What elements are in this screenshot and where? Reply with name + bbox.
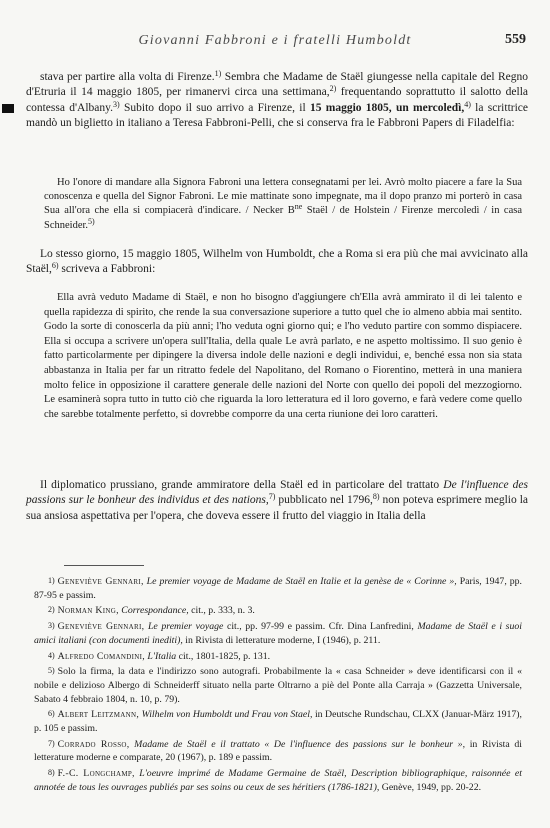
quote2-text: Ella avrà veduto Madame di Staël, e non ho bisogno d'aggiungere ch'Ella avrà ammirato il di lei talento e quella rapidezza di spirito, che rende la sua conversazione superiore a tutto quel che io almeno abbia mai sentito. Godo la sorte di conoscerla da più anni; l'ho veduta ogni giorno qui; e l'ho veduto partire con sommo dispiacere. Ella si occupa a scrivere un'opera sull'Italia, della quale Le avrà parlato, e ne aspetto moltissimo. Il suo genio è fatto particolarmente per dipingere la diversa indole delle nazioni e degli individui, e, benché essa non sia stata abbastanza in Italia per far un ritratto fedele del Napolitano, del Romano o Fiorentino, metterà in una maniera molto felice in opposizione il carattere generale delle nazioni del Norte con quello dei popoli del mezzogiorno. Le esaminerà sopra tutto in tutto ciò che riguarda la loro letteratura ed il loro governo, e farà vedere come quello che sarebbe totalmente perfetto, si dovrebbe comporre da una certa riunione dei loro caratteri. [44,292,522,420]
footnote-number: 4) [48,650,55,660]
para3-text: Il diplomatico prussiano, grande ammiratore della Staël ed in particolare del trattato [40,479,444,491]
footnote-title: L'oeuvre imprimé de Madame Germaine de Staël, Description bibliographique, raisonnée et annotée de tous les ouvrages publiés par ses soins ou ceux de ses héritiers (1786-1821), [34,768,522,793]
footnote-rest: cit., pp. 97-99 e passim. Cfr. Dina Lanfredini, [223,621,418,633]
footnote-ref-7: 7) [268,492,276,502]
footnote-ref-3: 3) [113,99,120,109]
footnote-divider [64,565,144,566]
footnote-rest: cit., p. 333, n. 3. [188,605,255,617]
footnote-ref-2: 2) [329,84,337,94]
para1-text-a: stava per partire alla volta di Firenze. [40,71,215,83]
paragraph-2 [26,247,528,278]
footnote-author: Albert Leitzmann, [57,709,140,721]
para1-text-e: la scrittrice mandò un biglietto in italiano a Teresa Fabbroni-Pelli, che si conserva fra le Fabbroni Papers di Filadelfia: [26,101,528,130]
para3-text-c: non poteva esprimere meglio la sua ansiosa aspettativa per l'opera, che doveva essere il frutto del viaggio in Italia della [26,494,529,522]
footnote-number: 3) [48,621,55,631]
paragraph-1 [26,70,528,132]
footnote-title: Madame de Staël e il trattato « De l'influence des passions sur le bonheur », [134,738,466,750]
footnote-6 [34,707,522,735]
footnote-author: F.-C. Longchamp, [57,768,135,780]
footnote-number: 7) [48,738,55,748]
paragraph-3 [26,478,528,524]
footnote-number: 6) [48,709,55,719]
para1-text-c: frequentando soprattutto il salotto della contessa d'Albany. [26,86,528,114]
footnote-rest: Paris, 1947, pp. 87-95 e passim. [34,576,522,601]
page-header [0,30,550,52]
footnote-author: Corrado Rosso, [57,738,130,750]
para2-text: Lo stesso giorno, 15 maggio 1805, Wilhelm von Humboldt, che a Roma si era più che mai avvicinato alla Staël, [26,248,528,276]
para1-text-b: Sembra che Madame de Staël giungesse nella capitale del Regno d'Etruria il 14 maggio 1805, per rimanervi circa una settimana, [26,71,528,99]
footnote-title: Wilhelm von Humboldt und Frau von Stael, [141,709,313,721]
quote-humboldt-letter [44,291,522,422]
page-number: 559 [505,32,526,47]
footnote-rest: in Rivista di letterature moderne e comparate, 20 (1967), p. 189 e passim. [34,738,523,764]
footnote-title: L'Italia [147,650,177,662]
footnote-rest: in Deutsche Rundschau, CLXX (Januar-März 1917), p. 105 e passim. [34,709,523,734]
footnote-rest-2: in Rivista di letterature moderne, I (1946), p. 211. [182,634,381,646]
para3-title-italic: De l'influence des passions sur le bonheur des individus et des nations, [26,479,528,507]
footnote-4 [34,649,522,664]
footnote-number: 8) [48,768,55,778]
footnote-title-2: Madame de Staël e i suoi amici italiani (con documenti inediti), [34,621,523,646]
footnote-author: Norman King, [57,605,119,617]
footnote-author: Geneviève Gennari, [57,621,145,633]
footnote-2 [34,603,522,618]
quote1-text-b: Staël / de Holstein / Firenze mercoledì / in casa Schneider. [44,205,523,231]
para2-text-b: scriveva a Fabbroni: [58,263,156,276]
footnote-title: Correspondance, [121,605,189,617]
quote1-text: Ho l'onore di mandare alla Signora Fabroni una lettera consegnatami per lei. Avrò molto piacere a fare la Sua conoscenza e quella del Signor Fabroni. Le mie mattinate sono impegnate, ma il dopo pranzo mi porterò in casa Sua all'ora che ella si compiacerà d'indicare. / Necker B [44,177,522,217]
footnote-3 [34,619,522,647]
footnote-rest: cit., 1801-1825, p. 131. [176,650,271,662]
para3-text-b: pubblicato nel 1796, [275,494,373,507]
footnote-rest: Genève, 1949, pp. 20-22. [379,781,482,793]
para1-text-d: Subito dopo il suo arrivo a Firenze, il [119,101,310,114]
footnote-title: Le premier voyage de Madame de Staël en Italie et la genèse de « Corinne », [146,576,457,587]
footnote-7 [34,737,522,765]
footnote-number: 1) [48,576,55,585]
quote-stael-note [44,176,522,233]
footnote-5 [34,664,522,706]
footnote-1 [34,574,522,602]
para1-bold-date: 15 maggio 1805, un mercoledì, [309,101,465,114]
footnote-ref-5: 5) [88,216,95,226]
footnote-title: Le premier voyage [147,621,224,633]
footnote-ref-8: 8) [372,492,380,502]
footnote-rest: Solo la firma, la data e l'indirizzo sono autografi. Probabilmente la « casa Schneider » deve identificarsi con il « nobile e delizioso Albergo di Schneiderff situato nella parte Oltrarno a piè del Ponte alla Carraja » (Gazzetta Universale, Sabato 4 febbraio 1804, n. 10, p. 79). [34,666,522,705]
footnote-ref-6: 6) [51,261,59,271]
footnote-ref-4: 4) [464,99,471,109]
footnote-number: 5) [48,666,55,676]
margin-mark [2,104,14,113]
running-title: Giovanni Fabbroni e i fratelli Humboldt [138,33,412,48]
footnotes [34,574,522,795]
footnote-author: Geneviève Gennari, [57,576,144,587]
quote1-sup-ne: ne [294,202,303,212]
footnote-ref-1: 1) [214,69,222,78]
footnote-8 [34,766,522,794]
footnote-number: 2) [48,605,55,615]
footnote-author: Alfredo Comandini, [57,650,145,662]
